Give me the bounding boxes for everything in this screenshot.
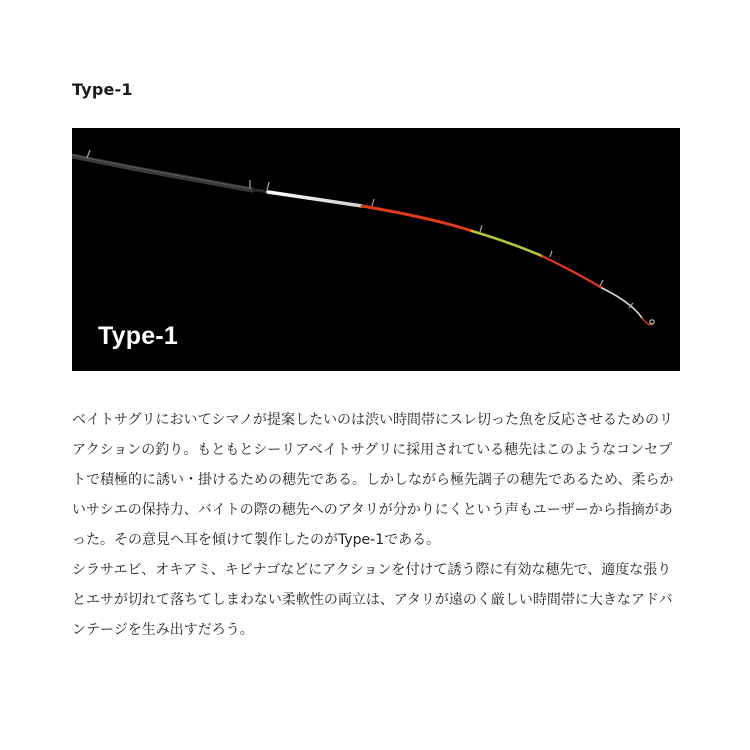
rod-white-section (268, 192, 362, 206)
description-text (72, 405, 684, 645)
product-banner (72, 128, 680, 371)
banner-label: Type-1 (98, 322, 178, 350)
paragraph: ベイトサグリにおいてシマノが提案したいのは渋い時間帯にスレ切った魚を反応させるためのリアクションの釣り。もともとシーリアベイトサグリに採用されている穂先はこのようなコンセプトで積極的に誘い・掛けるための穂先である。しかしながら極先調子の穂先であるため、柔らかいサシエの保持力、バイトの際の穂先へのアタリが分かりにくという声もユーザーから指摘があった。その意見へ耳を傾けて製作したのがType-1である。 (72, 412, 674, 548)
rod-yellow-section (472, 231, 542, 256)
paragraph: シラサエビ、オキアミ、キビナゴなどにアクションを付けて誘う際に有効な穂先で、適度な張りとエサが切れて落ちてしまわない柔軟性の両立は、アタリが遠のく厳しい時間帯に大きなアドバンテージを生み出すだろう。 (72, 562, 673, 638)
rod-red-section (362, 206, 472, 231)
page-title: Type-1 (72, 80, 133, 99)
